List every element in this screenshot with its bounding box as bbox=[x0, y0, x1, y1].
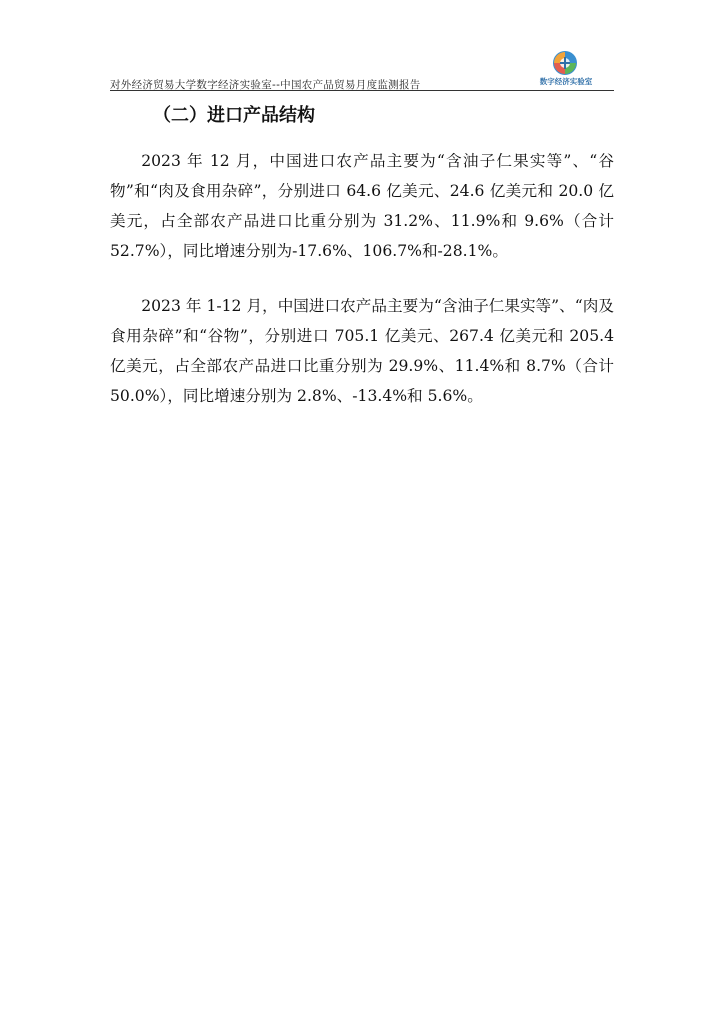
page-header bbox=[110, 50, 614, 92]
paragraph-december: 2023 年 12 月，中国进口农产品主要为“含油子仁果实等”、“谷物”和“肉及食用杂碎”，分别进口 64.6 亿美元、24.6 亿美元和 20.0 亿美元，占全部农产品进口比重分别为 31.2%、11.9%和 9.6%（合计 52.7%），同比增速分别为-17.6%、106.7%和-28.1%。 bbox=[110, 152, 614, 260]
lab-logo bbox=[530, 50, 602, 88]
header-title: 对外经济贸易大学数字经济实验室--中国农产品贸易月度监测报告 bbox=[110, 79, 421, 91]
globe-logo-icon bbox=[552, 50, 578, 76]
section-title: （二）进口产品结构 bbox=[153, 105, 315, 126]
paragraph-annual: 2023 年 1-12 月，中国进口农产品主要为“含油子仁果实等”、“肉及食用杂碎”和“谷物”，分别进口 705.1 亿美元、267.4 亿美元和 205.4 亿美元，占全部农产品进口比重分别为 29.9%、11.4%和 8.7%（合计 50.0%），同比增速分别为 2.8%、-13.4%和 5.6%。 bbox=[110, 297, 614, 405]
header-rule bbox=[110, 90, 614, 91]
logo-text: 数字经济实验室 bbox=[539, 77, 593, 86]
